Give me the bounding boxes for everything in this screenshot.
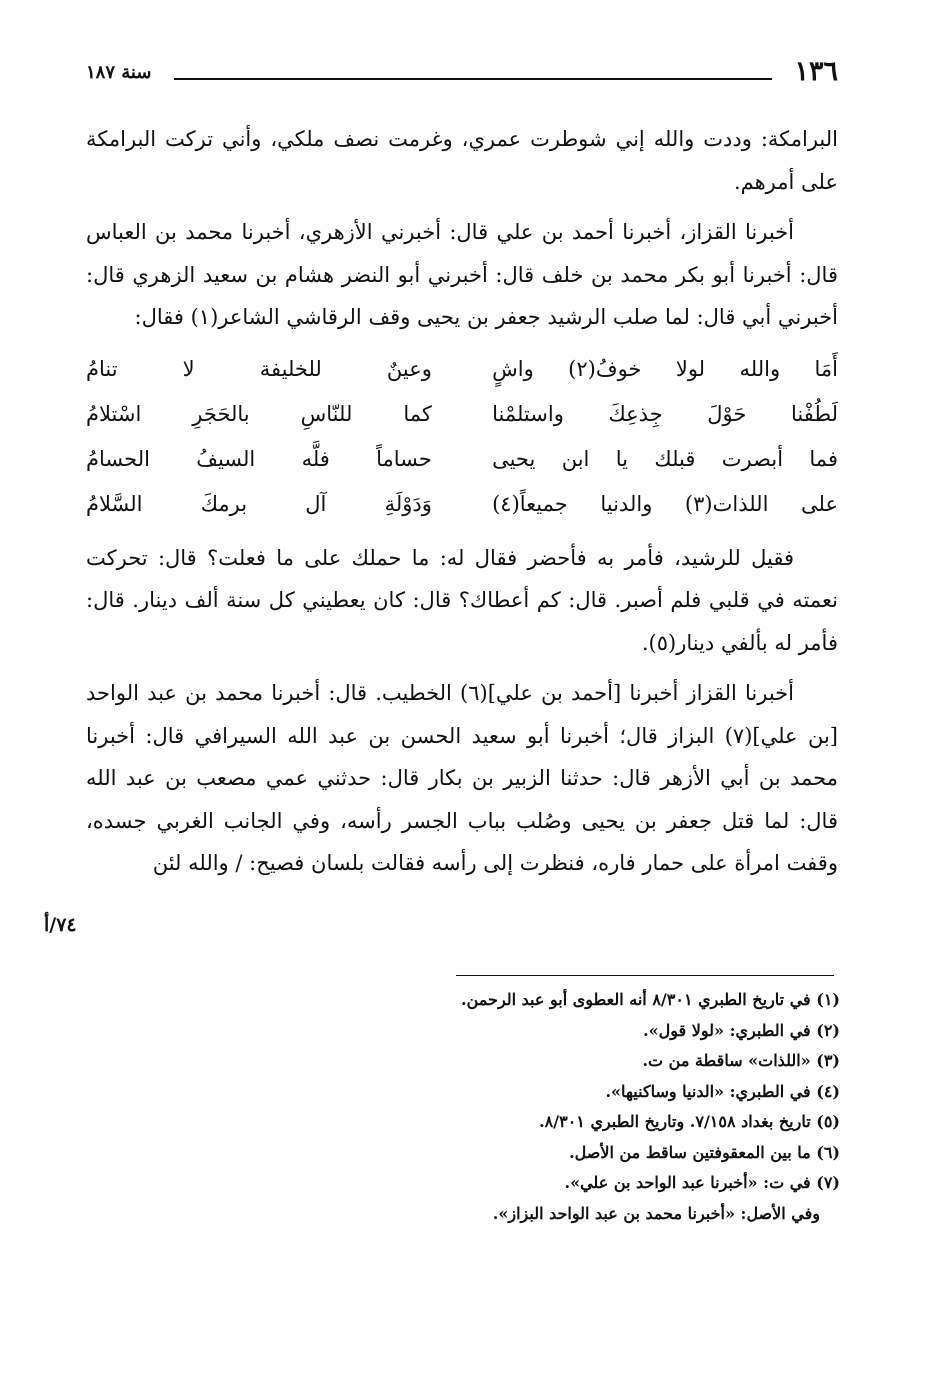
footnote: (٢) في الطبري: «لولا قول». (643, 1020, 840, 1040)
poem-verse (86, 482, 838, 527)
verse-second-hemistich: وعينٌ للخليفة لا تنامُ (86, 357, 432, 381)
footnote: (٥) تاريخ بغداد ٧/١٥٨. وتاريخ الطبري ٨/٣٠١. (539, 1112, 840, 1131)
footnotes (200, 985, 840, 1229)
page-number: ١٣٦ (794, 56, 838, 87)
verse-first-hemistich: أَمَا والله لولا خوفُ(٢) واشٍ (492, 357, 839, 381)
verse-second-hemistich: وَدَوْلَةِ آل برمكَ السَّلامُ (86, 492, 432, 516)
footnote: (٤) في الطبري: «الدنيا وساكنيها». (605, 1081, 840, 1101)
poem-verse (86, 392, 838, 437)
paragraph-2: أخبرنا القزاز، أخبرنا أحمد بن علي قال: أخبرني الأزهري، أخبرنا محمد بن العباس قال: أخبرنا أبو بكر محمد بن خلف قال: أخبرني أبو النضر هشام بن سعيد الزهري قال: أخبرني أبي قال: لما صلب الرشيد جعفر بن يحيى وقف الرقاشي الشاعر(١) فقال: (79, 220, 838, 329)
verse-second-hemistich: حساماً فلَّه السيفُ الحسامُ (86, 447, 432, 471)
footnote-separator (456, 975, 834, 976)
year-label: سنة ١٨٧ (86, 62, 152, 83)
paragraph-4: أخبرنا القزاز أخبرنا [أحمد بن علي](٦) الخطيب. قال: أخبرنا محمد بن عبد الواحد [بن علي](٧) البزاز قال؛ أخبرنا أبو سعيد الحسن بن عبد الله السيرافي قال: أخبرنا محمد بن أبي الأزهر قال: حدثنا الزبير بن بكار قال: حدثني عمي مصعب بن عبد الله قال: لما قتل جعفر بن يحيى وصُلب بباب الجسر رأسه، وفي الجانب الغربي جسده، وقفت امرأة على حمار فاره، فنظرت إلى رأسه فقالت بلسان فصيح: / والله لئن (79, 681, 838, 875)
footnote: (١) في تاريخ الطبري ٨/٣٠١ أنه العطوى أبو عبد الرحمن. (461, 990, 840, 1009)
poem-verse (86, 347, 838, 392)
footnote-continuation: وفي الأصل: «أخبرنا محمد بن عبد الواحد البزاز». (492, 1203, 820, 1223)
paragraph-3: فقيل للرشيد، فأمر به فأحضر فقال له: ما حملك على ما فعلت؟ قال: تحركت نعمته في قلبي فلم أصبر. قال: كم أعطاك؟ قال: كان يعطيني كل سنة ألف دينار. قال: فأمر له بألفي دينار(٥). (79, 545, 838, 655)
header-rule (174, 78, 772, 80)
main-text (79, 118, 839, 893)
verse-first-hemistich: على اللذات(٣) والدنيا جميعاً(٤) (492, 492, 838, 516)
poem-verse (86, 437, 838, 482)
poem (86, 347, 838, 527)
verse-second-hemistich: كما للنّاسِ بالحَجَرِ اسْتلامُ (86, 402, 432, 426)
footnote: (٣) «اللذات» ساقطة من ت. (642, 1051, 840, 1070)
footnote: (٦) ما بين المعقوفتين ساقط من الأصل. (569, 1142, 840, 1162)
manuscript-folio-note: ٧٤/أ (44, 914, 77, 936)
page-header (86, 56, 838, 96)
paragraph-1: البرامكة: وددت والله إني شوطرت عمري، وغرمت نصف ملكي، وأني تركت البرامكة على أمرهم. (79, 127, 838, 194)
footnote: (٧) في ت: «أخبرنا عبد الواحد بن علي». (564, 1173, 840, 1192)
verse-first-hemistich: فما أبصرت قبلك يا ابن يحيى (492, 447, 838, 471)
verse-first-hemistich: لَطُفْنا حَوْلَ جِذعِكَ واستلمْنا (492, 402, 838, 426)
